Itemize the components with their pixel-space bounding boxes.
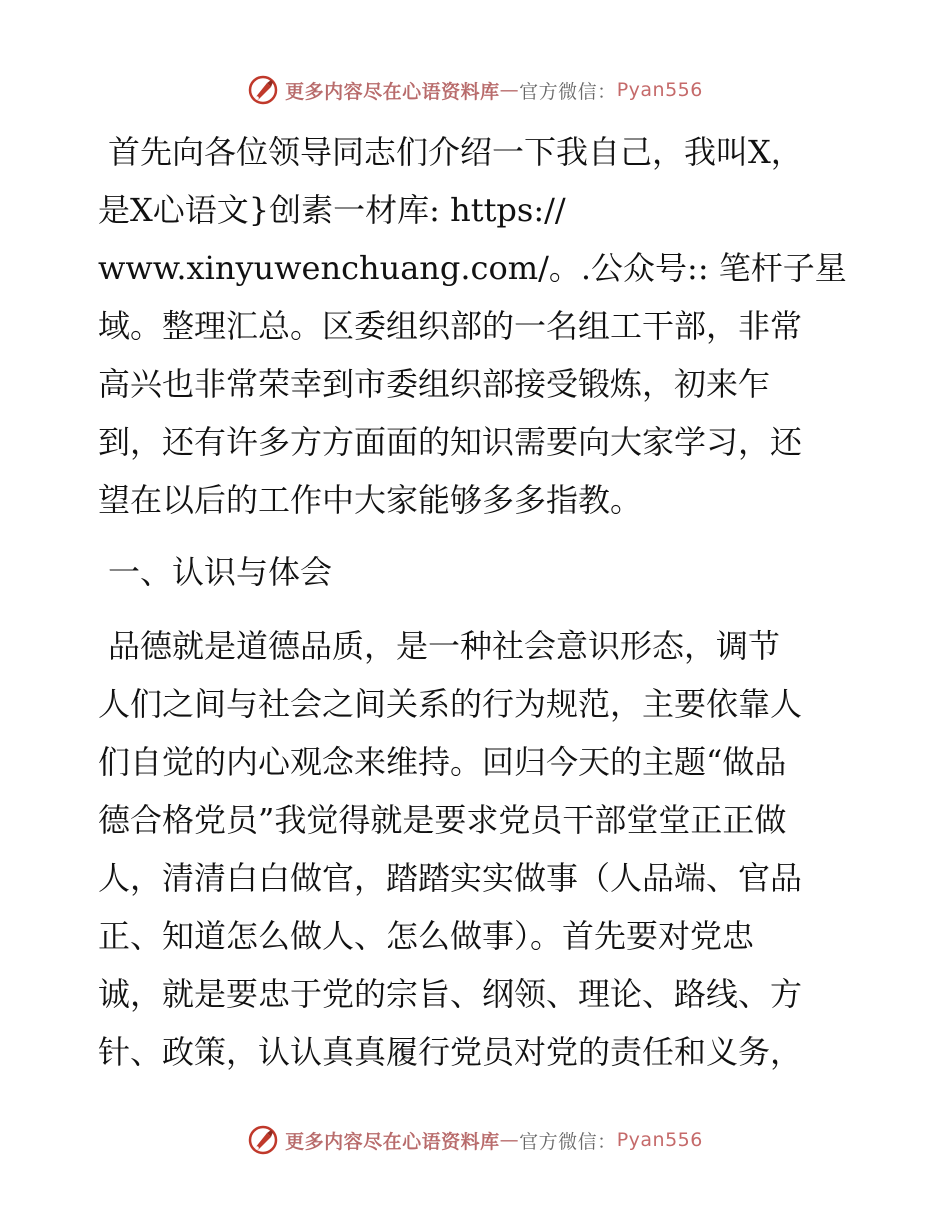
text-line: 高兴也非常荣幸到市委组织部接受锻炼，初来乍	[98, 365, 771, 403]
banner-official-label: 官方微信：	[519, 1130, 617, 1153]
banner-official-label: 官方微信：	[519, 80, 617, 103]
banner-dash: —	[499, 79, 520, 101]
banner-dash: —	[499, 1129, 520, 1151]
text-line: 域。整理汇总。区委组织部的一名组工干部，非常	[98, 307, 803, 345]
pen-nib-logo-icon	[247, 74, 279, 106]
text-line: 诚，就是要忠于党的宗旨、纲领、理论、路线、方	[98, 975, 803, 1013]
header-banner	[0, 68, 950, 112]
text-line: 首先向各位领导同志们介绍一下我自己，我叫X，	[108, 133, 803, 171]
text-line: 德合格党员”我觉得就是要求党员干部堂堂正正做	[98, 801, 787, 839]
banner-brand-text: 更多内容尽在心语资料库	[285, 80, 500, 103]
text-line: 们自觉的内心观念来维持。回归今天的主题“做品	[98, 743, 787, 781]
pen-nib-logo-icon	[247, 1124, 279, 1156]
footer-banner	[0, 1118, 950, 1162]
banner-wechat-handle: Pyan556	[616, 79, 703, 101]
text-line: 是X心语文}创素一材库: https://	[98, 191, 566, 229]
banner-brand-text: 更多内容尽在心语资料库	[285, 1130, 500, 1153]
text-line: 正、知道怎么做人、怎么做事）。首先要对党忠	[98, 917, 755, 955]
section-heading: 一、认识与体会	[108, 553, 333, 591]
text-line: 人，清清白白做官，踏踏实实做事（人品端、官品	[98, 859, 803, 897]
banner-wechat-handle: Pyan556	[616, 1129, 703, 1151]
text-line: 望在以后的工作中大家能够多多指教。	[98, 481, 643, 519]
text-line: www.xinyuwenchuang.com/。.公众号:: 笔杆子星	[98, 249, 847, 287]
text-line: 品德就是道德品质，是一种社会意识形态，调节	[108, 627, 781, 665]
text-line: 针、政策，认认真真履行党员对党的责任和义务，	[98, 1033, 803, 1071]
text-line: 到，还有许多方方面面的知识需要向大家学习，还	[98, 423, 803, 461]
text-line: 人们之间与社会之间关系的行为规范，主要依靠人	[98, 685, 803, 723]
